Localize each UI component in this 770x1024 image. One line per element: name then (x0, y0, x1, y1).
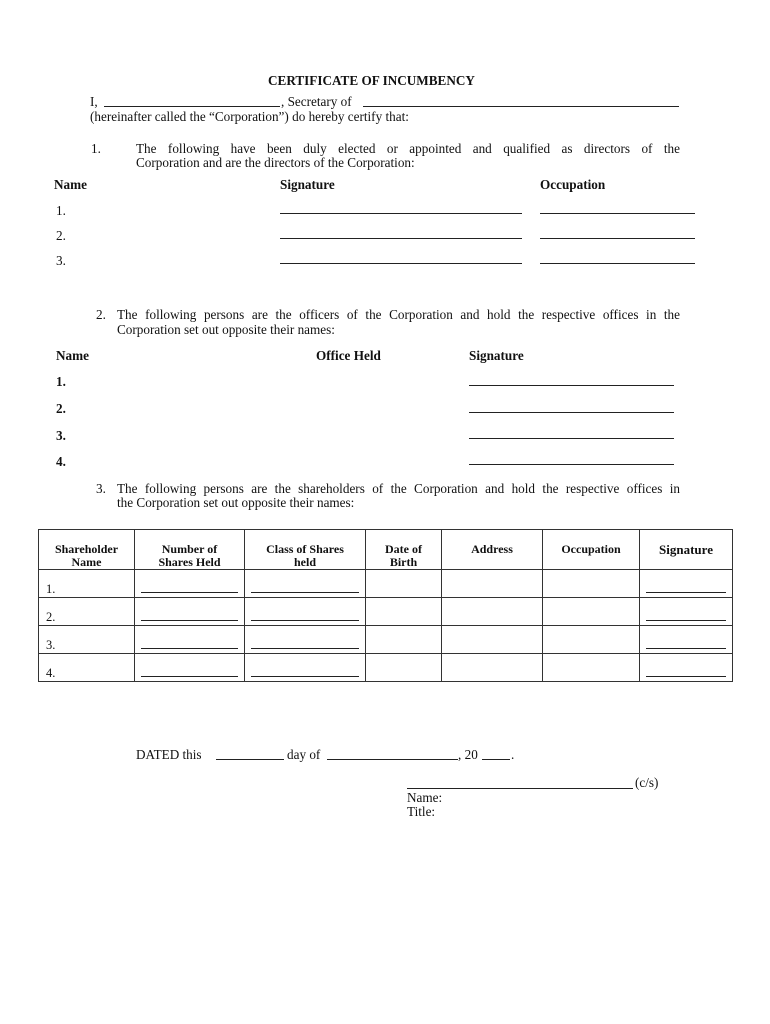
signature-cell[interactable] (640, 570, 733, 598)
dated-prefix: DATED this (136, 747, 202, 762)
table-row (39, 626, 733, 654)
address-cell[interactable] (442, 570, 543, 598)
occupation-cell[interactable] (543, 654, 640, 682)
col-occupation: Occupation (543, 530, 640, 570)
signatory-title-label: Title: (407, 804, 436, 819)
signature-cell[interactable] (640, 626, 733, 654)
row-number: 1. (46, 582, 56, 596)
shares-held-cell[interactable] (135, 654, 245, 682)
section2-text-line2: Corporation set out opposite their names: (117, 322, 335, 337)
signature-cell[interactable] (640, 654, 733, 682)
col-address: Address (442, 530, 543, 570)
table-row (39, 654, 733, 682)
intro-prefix: I, (90, 94, 98, 109)
director1-signature-field[interactable] (280, 213, 522, 214)
date-of-birth-cell[interactable] (366, 570, 442, 598)
dated-day-field[interactable] (216, 759, 284, 760)
section1-row-3: 3. (56, 253, 66, 268)
dated-month-field[interactable] (327, 759, 458, 760)
section2-row-2: 2. (56, 401, 66, 416)
signatory-signature-field[interactable] (407, 788, 633, 789)
officer4-signature-field[interactable] (469, 464, 674, 465)
dated-year-field[interactable] (482, 759, 510, 760)
section2-col-office: Office Held (316, 348, 381, 363)
director2-signature-field[interactable] (280, 238, 522, 239)
section1-col-occupation: Occupation (540, 177, 606, 192)
signature-cell[interactable] (640, 598, 733, 626)
col-number-of-shares: Number of Shares Held (135, 530, 245, 570)
occupation-cell[interactable] (543, 570, 640, 598)
director3-signature-field[interactable] (280, 263, 522, 264)
row-number: 3. (46, 638, 56, 652)
shares-held-cell[interactable] (135, 570, 245, 598)
section1-col-name: Name (54, 177, 87, 192)
dated-year-prefix: , 20 (458, 747, 478, 762)
date-of-birth-cell[interactable] (366, 598, 442, 626)
table-row (39, 570, 733, 598)
signatory-name-label: Name: (407, 790, 443, 805)
occupation-cell[interactable] (543, 626, 640, 654)
section2-row-3: 3. (56, 428, 66, 443)
section1-text-line2: Corporation and are the directors of the Corporation: (136, 155, 415, 170)
address-cell[interactable] (442, 626, 543, 654)
class-of-shares-cell[interactable] (245, 598, 366, 626)
section1-col-signature: Signature (280, 177, 335, 192)
section1-row-1: 1. (56, 203, 66, 218)
intro-line2: (hereinafter called the “Corporation”) do hereby certify that: (90, 109, 409, 124)
section3-text-line1: The following persons are the shareholders of the Corporation and hold the respective offices in (117, 481, 680, 496)
row-number: 2. (46, 610, 56, 624)
director1-occupation-field[interactable] (540, 213, 695, 214)
row-number: 4. (46, 666, 56, 680)
section1-row-2: 2. (56, 228, 66, 243)
intro-secretary-of: , Secretary of (281, 94, 352, 109)
corporation-name-field[interactable] (363, 106, 679, 107)
section2-col-name: Name (56, 348, 89, 363)
shares-held-cell[interactable] (135, 626, 245, 654)
dated-suffix: . (511, 747, 515, 762)
section2-text-line1: The following persons are the officers of the Corporation and hold the respective offices in the (117, 307, 680, 322)
officer2-signature-field[interactable] (469, 412, 674, 413)
date-of-birth-cell[interactable] (366, 626, 442, 654)
section2-row-1: 1. (56, 374, 66, 389)
section2-number: 2. (96, 307, 106, 322)
officer1-signature-field[interactable] (469, 385, 674, 386)
corporate-seal-label: (c/s) (635, 775, 659, 790)
section1-number: 1. (91, 141, 101, 156)
document-title: CERTIFICATE OF INCUMBENCY (268, 73, 475, 88)
address-cell[interactable] (442, 654, 543, 682)
class-of-shares-cell[interactable] (245, 654, 366, 682)
col-signature: Signature (640, 530, 733, 570)
occupation-cell[interactable] (543, 598, 640, 626)
shares-held-cell[interactable] (135, 598, 245, 626)
col-class-of-shares: Class of Shares held (245, 530, 366, 570)
class-of-shares-cell[interactable] (245, 626, 366, 654)
col-date-of-birth: Date of Birth (366, 530, 442, 570)
dated-day-of: day of (287, 747, 321, 762)
section3-number: 3. (96, 481, 106, 496)
section1-text-line1: The following have been duly elected or appointed and qualified as directors of the (136, 141, 680, 156)
address-cell[interactable] (442, 598, 543, 626)
director3-occupation-field[interactable] (540, 263, 695, 264)
col-shareholder-name: Shareholder Name (39, 530, 135, 570)
class-of-shares-cell[interactable] (245, 570, 366, 598)
section2-row-4: 4. (56, 454, 66, 469)
secretary-name-field[interactable] (104, 106, 280, 107)
section2-col-signature: Signature (469, 348, 524, 363)
table-row (39, 598, 733, 626)
date-of-birth-cell[interactable] (366, 654, 442, 682)
section3-text-line2: the Corporation set out opposite their names: (117, 495, 355, 510)
shareholders-table (38, 529, 733, 682)
director2-occupation-field[interactable] (540, 238, 695, 239)
officer3-signature-field[interactable] (469, 438, 674, 439)
